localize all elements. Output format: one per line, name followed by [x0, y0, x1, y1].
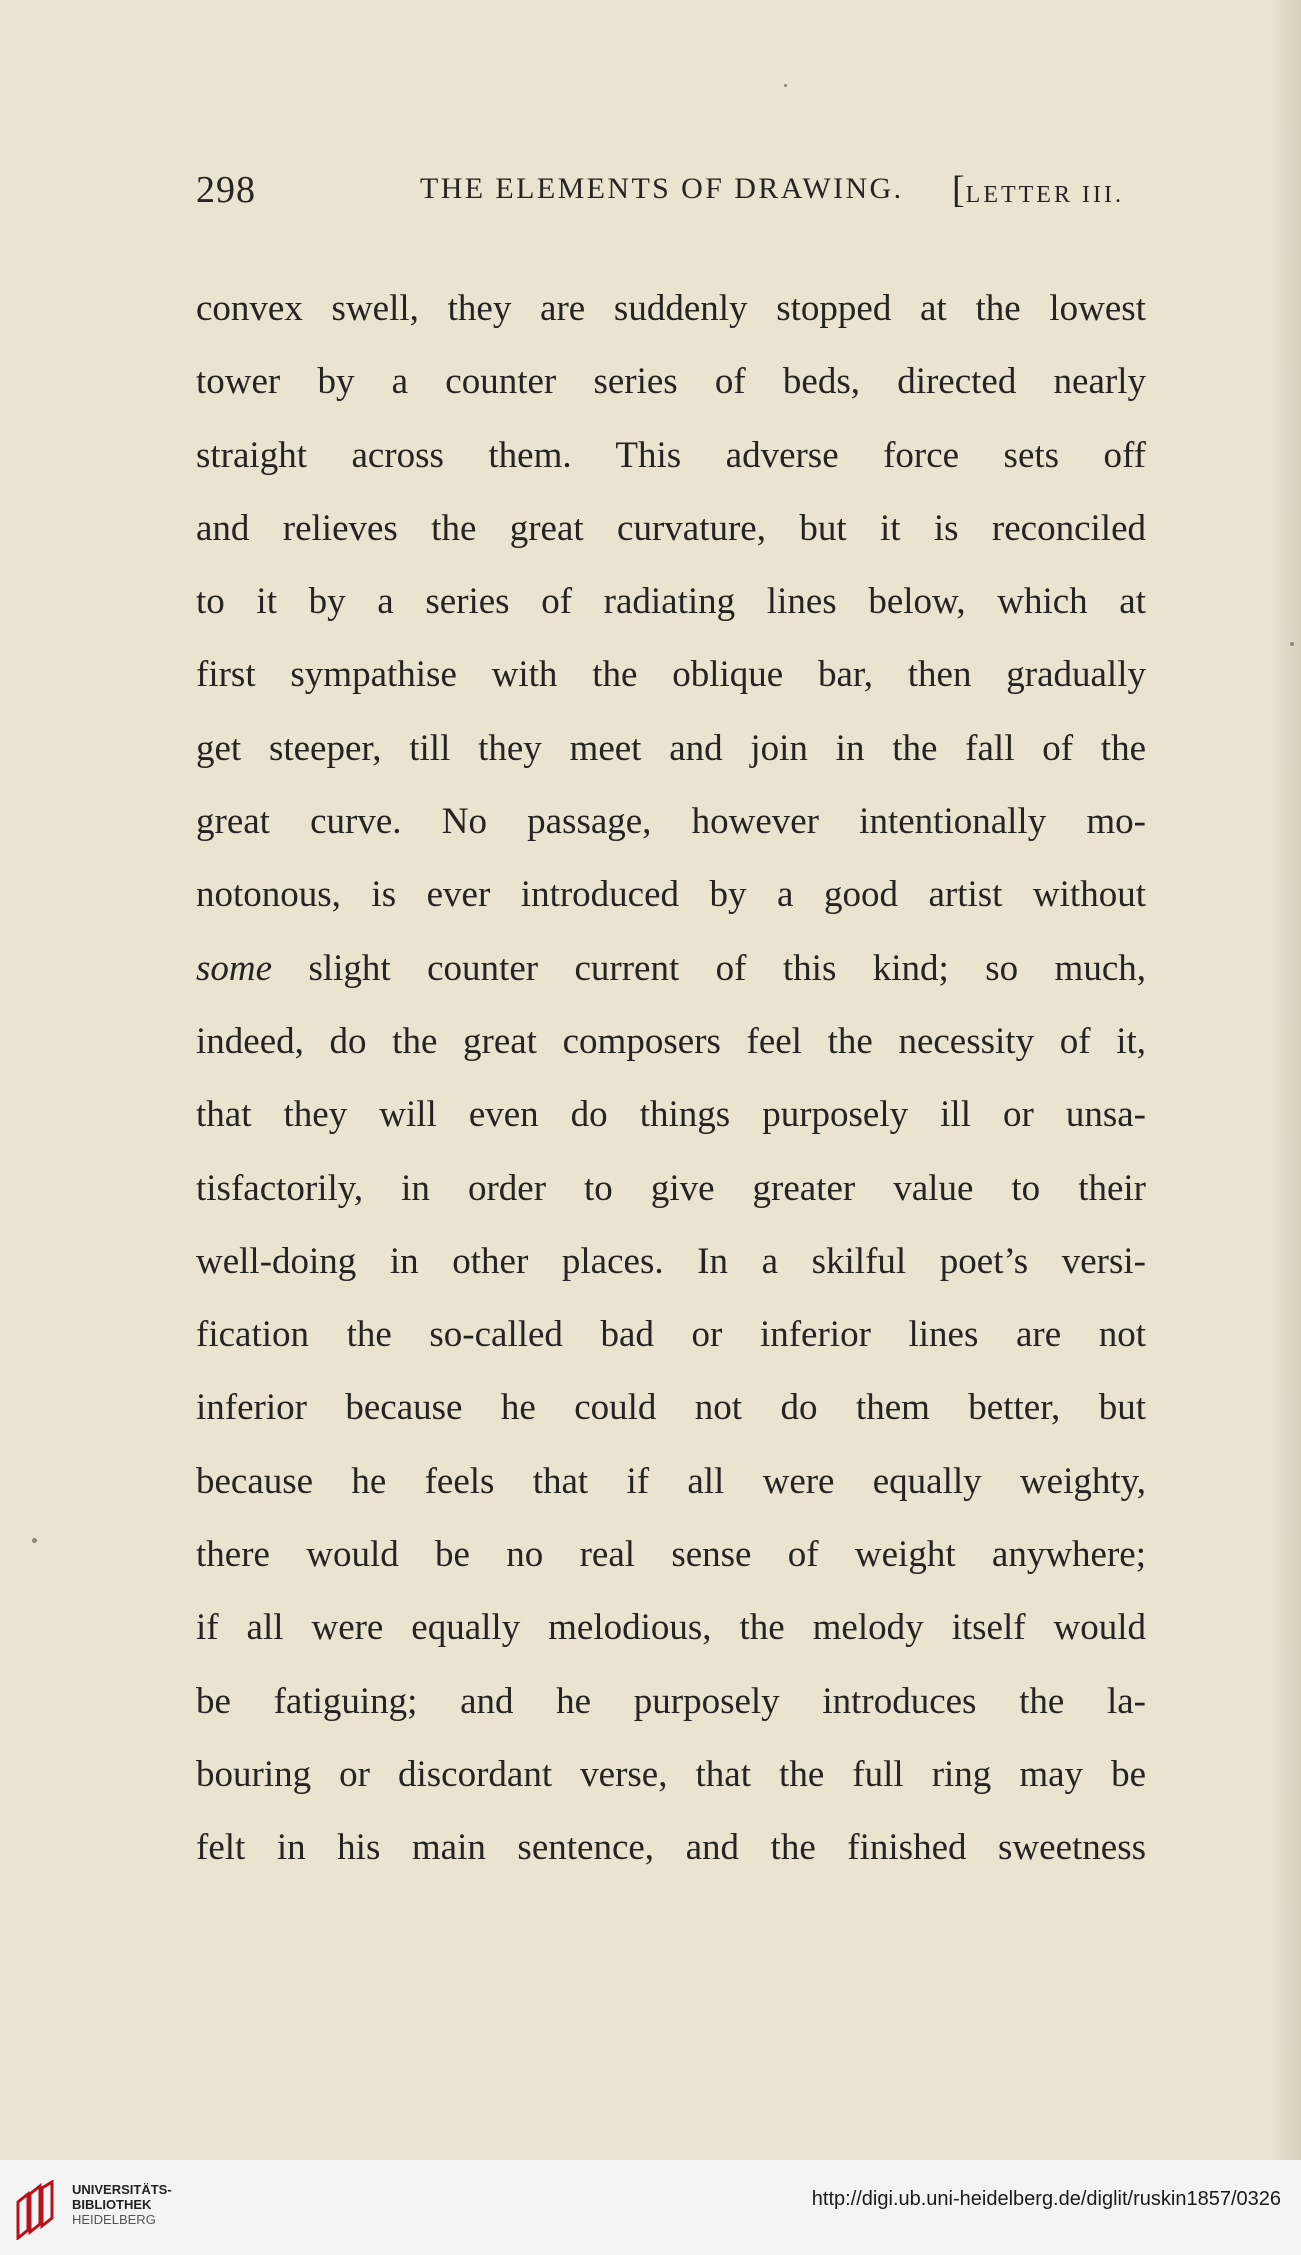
- source-url-link[interactable]: http://digi.ub.uni-heidelberg.de/diglit/ruskin1857/0326: [811, 2188, 1281, 2210]
- text-line: tower by a counter series of beds, directed nearly: [196, 361, 1146, 403]
- text-line: first sympathise with the oblique bar, then gradually: [196, 654, 1146, 696]
- page-edge-shadow: [1271, 0, 1301, 2160]
- section-reference: [952, 168, 1124, 212]
- text-line: tisfactorily, in order to give greater value to their: [196, 1167, 1146, 1209]
- text-line: inferior because he could not do them better, but: [196, 1387, 1146, 1429]
- paper-speck: [32, 1538, 37, 1543]
- text-line: felt in his main sentence, and the finished sweetness: [196, 1827, 1146, 1869]
- text-line: convex swell, they are suddenly stopped at the lowest: [196, 288, 1146, 329]
- library-logo-text: [72, 2182, 172, 2227]
- text-line: bouring or discordant verse, that the full ring may be: [196, 1753, 1146, 1795]
- italic-word: some: [196, 947, 273, 989]
- text-line: to it by a series of radiating lines below, which at: [196, 581, 1146, 623]
- text-line: well-doing in other places. In a skilful poet’s versi-: [196, 1240, 1146, 1282]
- text-line: notonous, is ever introduced by a good artist without: [196, 874, 1146, 916]
- text-line: straight across them. This adverse force sets off: [196, 434, 1146, 476]
- page-number: 298: [196, 169, 256, 211]
- text-line-with-italic: [196, 932, 1146, 1005]
- section-bracket: [: [952, 169, 966, 211]
- text-line: be fatiguing; and he purposely introduces the la-: [196, 1680, 1146, 1722]
- body-text: [196, 272, 1146, 1885]
- text-line-rest: slight counter current of this kind; so much,: [308, 947, 1146, 989]
- text-line: there would be no real sense of weight anywhere;: [196, 1534, 1146, 1576]
- paper-speck: [784, 84, 787, 87]
- text-line: if all were equally melodious, the melody itself would: [196, 1607, 1146, 1649]
- paper-speck: [1290, 642, 1294, 646]
- text-line: get steeper, till they meet and join in the fall of the: [196, 727, 1146, 769]
- text-line: and relieves the great curvature, but it is reconciled: [196, 507, 1146, 549]
- text-line: that they will even do things purposely ill or unsa-: [196, 1094, 1146, 1136]
- footer-bar: [0, 2160, 1301, 2255]
- running-title: THE ELEMENTS OF DRAWING.: [420, 172, 904, 205]
- text-line: indeed, do the great composers feel the necessity of it,: [196, 1020, 1146, 1062]
- library-logo-icon: [14, 2180, 60, 2240]
- text-line: because he feels that if all were equally weighty,: [196, 1460, 1146, 1502]
- section-label: LETTER III.: [965, 182, 1124, 208]
- logo-line-2: BIBLIOTHEK: [72, 2197, 152, 2212]
- text-line: fication the so-called bad or inferior lines are not: [196, 1314, 1146, 1356]
- logo-line-1: UNIVERSITÄTS-: [72, 2182, 172, 2197]
- logo-line-3: HEIDELBERG: [72, 2212, 156, 2227]
- text-line: great curve. No passage, however intentionally mo-: [196, 801, 1146, 843]
- running-header: [196, 168, 1136, 218]
